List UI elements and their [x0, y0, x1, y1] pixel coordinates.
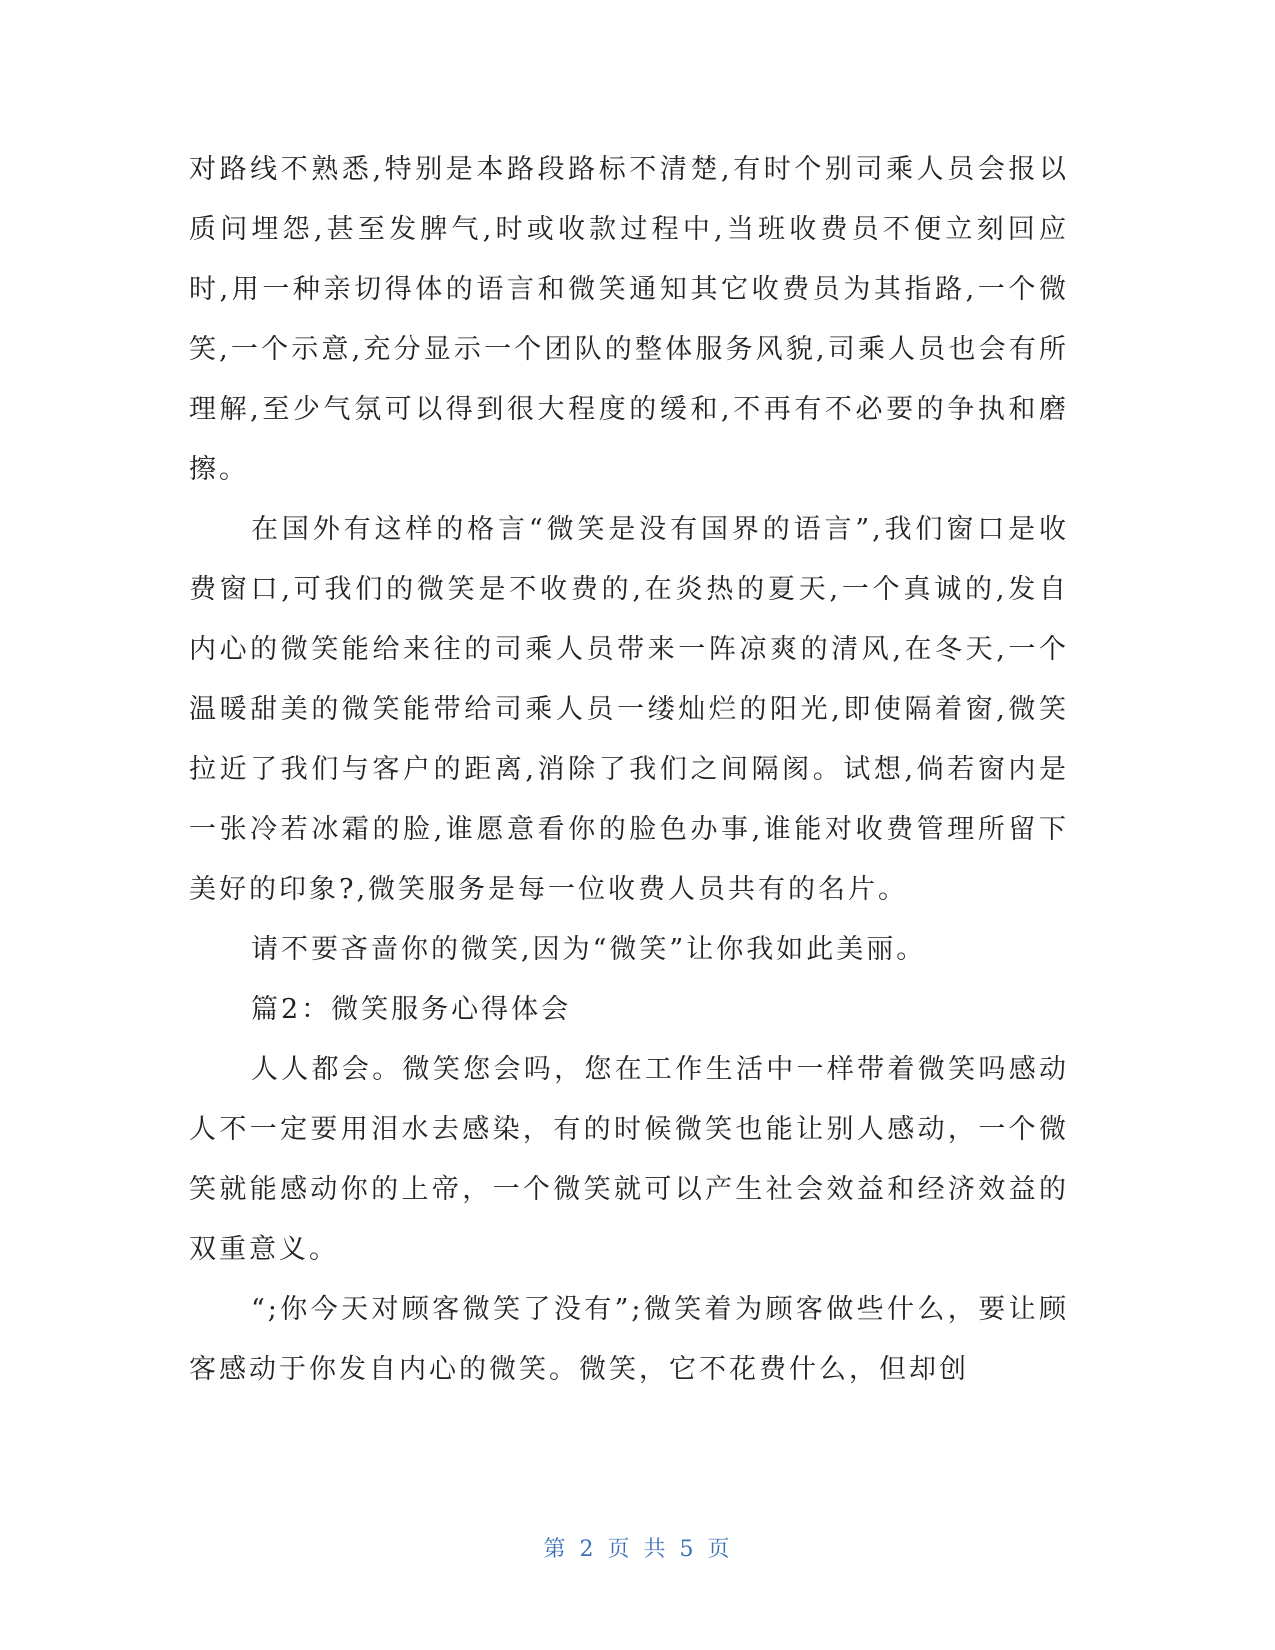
paragraph-4: 人人都会。微笑您会吗，您在工作生活中一样带着微笑吗感动人不一定要用泪水去感染，有的时候微笑也能让别人感动，一个微笑就能感动你的上帝，一个微笑就可以产生社会效益和经济效益的双重意义。	[189, 1054, 1069, 1265]
footer-label-page: 第	[543, 1537, 568, 1562]
document-body	[189, 140, 1069, 1400]
footer-label-total-unit: 页	[707, 1537, 732, 1562]
section-heading: 篇2：微笑服务心得体会	[251, 994, 572, 1025]
footer-total-pages: 5	[679, 1537, 696, 1562]
page-footer	[0, 1532, 1275, 1563]
paragraph-1: 对路线不熟悉,特别是本路段路标不清楚,有时个别司乘人员会报以质问埋怨,甚至发脾气,时或收款过程中,当班收费员不便立刻回应时,用一种亲切得体的语言和微笑通知其它收费员为其指路,一个微笑,一个示意,充分显示一个团队的整体服务风貌,司乘人员也会有所理解,至少气氛可以得到很大程度的缓和,不再有不必要的争执和磨擦。	[189, 154, 1069, 485]
paragraph-5: “;你今天对顾客微笑了没有”;微笑着为顾客做些什么，要让顾客感动于你发自内心的微笑。微笑，它不花费什么，但却创	[189, 1294, 1069, 1385]
footer-label-total: 共	[643, 1537, 668, 1562]
paragraph-3: 请不要吝啬你的微笑,因为“微笑”让你我如此美丽。	[251, 934, 927, 965]
footer-current-page: 2	[579, 1537, 596, 1562]
paragraph-2: 在国外有这样的格言“微笑是没有国界的语言”,我们窗口是收费窗口,可我们的微笑是不收费的,在炎热的夏天,一个真诚的,发自内心的微笑能给来往的司乘人员带来一阵凉爽的清风,在冬天,一个温暖甜美的微笑能带给司乘人员一缕灿烂的阳光,即使隔着窗,微笑拉近了我们与客户的距离,消除了我们之间隔阂。试想,倘若窗内是一张冷若冰霜的脸,谁愿意看你的脸色办事,谁能对收费管理所留下美好的印象?,微笑服务是每一位收费人员共有的名片。	[189, 514, 1069, 905]
footer-label-page-unit: 页	[607, 1537, 632, 1562]
